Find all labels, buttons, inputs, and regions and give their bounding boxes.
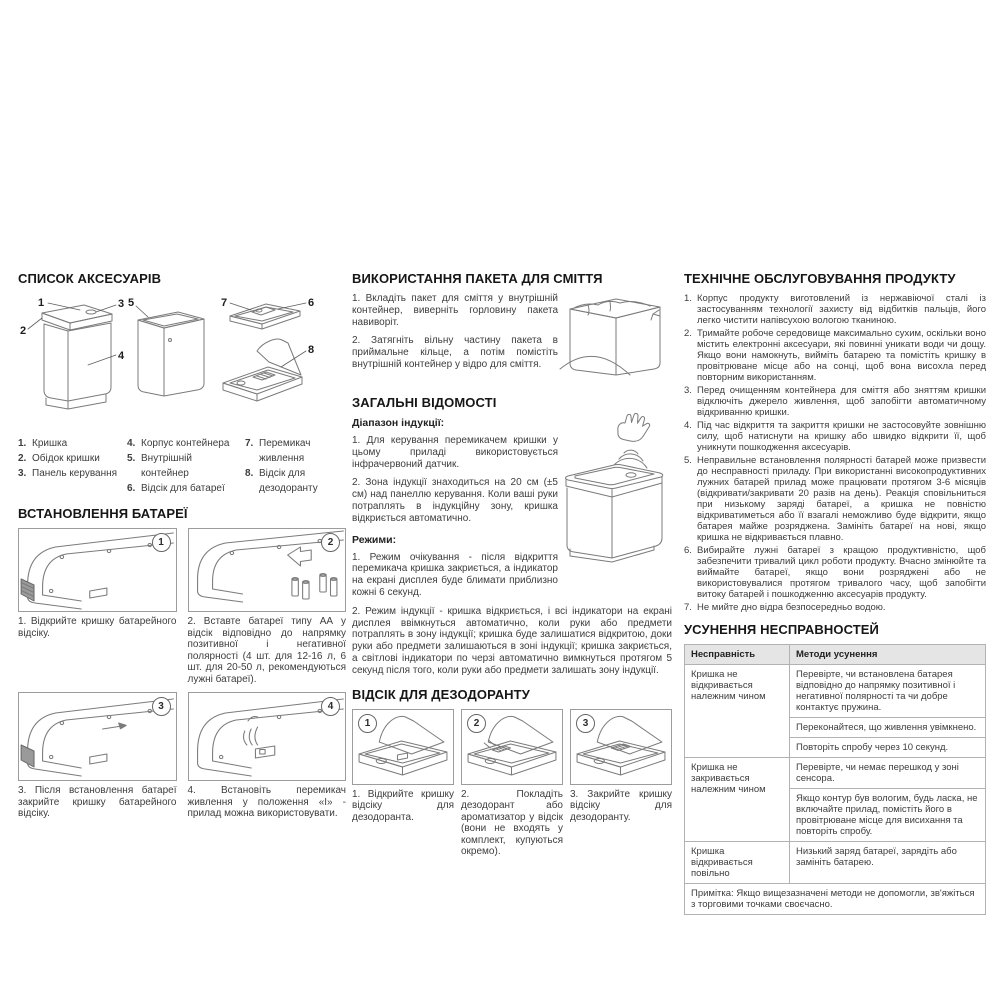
range-item: 2. Зона індукції знаходиться на 20 см (±5 см) над панеллю керування. Коли ваші руки потраплять в індукційну зону, кришка відкриється автоматично. (352, 477, 558, 524)
step-number: 2 (321, 533, 340, 552)
battery-title: ВСТАНОВЛЕННЯ БАТАРЕЇ (18, 506, 188, 521)
list-item: 5. Внутрішній контейнер (127, 453, 192, 479)
step-caption: 1. Відкрийте кришку батарейного відсіку. (18, 616, 177, 639)
method-cell: Повторіть спробу через 10 секунд. (790, 737, 985, 757)
deodorant-step-1 (352, 709, 454, 858)
middle-column (352, 271, 672, 858)
maintenance-list (684, 293, 986, 613)
step-number: 3 (152, 697, 171, 716)
list-item: 7. Перемикач живлення (245, 438, 311, 464)
list-item: 6. Вибирайте лужні батареї з кращою продуктивністю, щоб забезпечити тривалий цикл роботи продукту. Вчасно змінюйте та виймайте батареї, якщо вони розряджені або не використовувалися протягом тривалого часу, щоб запобігти витоку батарей і пошкодженню аксесуарів продукту. (684, 545, 986, 600)
range-subtitle: Діапазон індукції: (352, 417, 445, 429)
callout-8: 8 (308, 344, 315, 356)
power-switch (255, 746, 274, 758)
problem-cell: Кришка відкривається повільно (685, 842, 790, 883)
list-item: 4. Під час відкриття та закриття кришки не застосовуйте зовнішню силу, щоб натиснути на кришку або швидко відкрити її, щоб уникнути пошкодження аксесуарів. (684, 420, 986, 453)
hand-icon (618, 413, 650, 441)
method-cell: Перевірте, чи встановлена батарея відповідно до напрямку позитивної і негативної полярності та чи добре контактує пружина. (796, 669, 956, 713)
sensor-icon (626, 473, 636, 477)
inner-container-drawing (138, 312, 204, 396)
deodorant-part-drawing (223, 339, 302, 401)
table-note: Примітка: Якщо вищезазначені методи не допомогли, зв'яжіться з торговими точками своєчасно. (685, 883, 985, 914)
bag-step-text: 1. Вкладіть пакет для сміття у внутрішній контейнер, виверніть горловину пакета навиворіт. (352, 293, 558, 328)
table-row (685, 664, 985, 757)
method-cell: Низький заряд батареї, зарядіть або замініть батарею. (796, 846, 957, 868)
list-item: 1. Кришка (18, 438, 68, 449)
troubleshooting-table (684, 644, 986, 915)
right-column (684, 271, 986, 915)
list-item: 2. Обідок кришки (18, 453, 100, 464)
step-caption: 2. Покладіть дезодорант або ароматизатор у відсік (вони не входять у комплект, купуються окремо). (461, 788, 563, 858)
range-item: 1. Для керування перемикачем кришки у цьому приладі використовується інфрачервоний датчик. (352, 435, 558, 470)
modes-subtitle: Режими: (352, 533, 397, 546)
accessories-diagram (18, 293, 346, 427)
list-item: 7. Не мийте дно відра безпосередньо водою. (684, 602, 886, 613)
bag-title: ВИКОРИСТАННЯ ПАКЕТА ДЛЯ СМІТТЯ (352, 271, 603, 286)
deodorant-step-2 (461, 709, 563, 858)
callout-4: 4 (118, 350, 125, 362)
batteries (291, 574, 336, 599)
step-number: 1 (152, 533, 171, 552)
list-item: 3. Панель керування (18, 468, 118, 479)
method-cell: Переконайтеся, що живлення увімкнено. (790, 717, 985, 737)
hand-motion-lines (243, 717, 257, 746)
table-row (685, 841, 985, 883)
step-number: 4 (321, 697, 340, 716)
list-item: 3. Перед очищенням контейнера для сміття або зняттям кришки відключіть джерело живлення, щоб запобігти автоматичному відкриванню кришки. (684, 385, 986, 418)
sensor-bin-illustration (554, 411, 672, 563)
maintenance-title: ТЕХНІЧНЕ ОБСЛУГОВУВАННЯ ПРОДУКТУ (684, 271, 956, 286)
bag-knot (651, 310, 660, 320)
bag-illustration (558, 287, 672, 379)
battery-step-3 (18, 692, 177, 820)
battery-step-1 (18, 528, 177, 685)
step-caption: 1. Відкрийте кришку відсіку для дезодоранта. (352, 788, 454, 823)
callout-7: 7 (221, 297, 228, 309)
step-caption: 2. Вставте батареї типу АА у відсік відповідно до напрямку позитивної і негативної полярності (4 шт. для 12-16 л, 6 шт. для 20-50 л, рекомендуються лужні батареї). (187, 616, 346, 685)
step-caption: 3. Закрийте кришку відсіку для дезодоранту. (570, 788, 672, 823)
general-title: ЗАГАЛЬНІ ВІДОМОСТІ (352, 395, 497, 410)
battery-step-2 (188, 528, 347, 685)
list-item: 1. Корпус продукту виготовлений із нержавіючої сталі із застосуванням технології захисту від відбитків пальців, його легко чистити напівсухою вологою тканиною. (684, 293, 986, 326)
step-caption: 3. Після встановлення батареї закрийте кришку батарейного відсіку. (18, 785, 177, 819)
method-cell: Перевірте, чи немає перешкод у зоні сенсора. (796, 762, 959, 784)
callout-2: 2 (20, 325, 27, 337)
callout-5: 5 (128, 297, 135, 309)
power-part-drawing (230, 304, 300, 329)
list-item: 8. Відсік для дезодоранту (245, 468, 318, 494)
deodorant-title: ВІДСІК ДЛЯ ДЕЗОДОРАНТУ (352, 686, 530, 702)
step-number: 2 (467, 714, 486, 733)
problem-cell: Кришка не закривається належним чином (685, 758, 790, 841)
accessories-list (18, 436, 346, 496)
method-cell: Якщо контур був вологим, будь ласка, не включайте прилад, помістіть його в провітрюване місце для висихання та повторіть спробу. (790, 788, 985, 841)
bag-step-text: 2. Затягніть вільну частину пакета в приймальне кільце, а потім помістіть внутрішній контейнер у відро для сміття. (352, 335, 558, 370)
left-column (18, 271, 346, 820)
battery-steps (18, 528, 346, 820)
problem-cell: Кришка не відкривається належним чином (685, 665, 790, 757)
bin-drawing (42, 305, 112, 409)
column-header-problem: Несправність (685, 645, 790, 664)
mode-item: 2. Режим індукції - кришка відкриється, і всі індикатори на екрані дисплея ввімкнуться автоматично, коли руки або предмети потраплять в зону індукції; кришка буде залишатися відкритою, доки руки або предмети залишаються в зоні індукції; кришка закриється, а світлові індикатори по черзі автоматично вимкнуться протягом 5 секунд після того, коли руки або предмети залишать зону індукції. (352, 605, 672, 676)
bag-section (352, 293, 672, 385)
callout-1: 1 (38, 297, 45, 309)
step-number: 1 (358, 714, 377, 733)
accessories-title: СПИСОК АКСЕСУАРІВ (18, 271, 162, 286)
list-item: 2. Тримайте робоче середовище максимально сухим, оскільки воно містить електронні аксесуари, які повинні уникати води чи дощу. Якщо вони намокнуть, вийміть батарею та помістіть кришку в провітрюване місце або на сонці, щоб вона висохла перед повторним використанням. (684, 328, 986, 383)
list-item: 4. Корпус контейнера (127, 438, 230, 449)
table-row (685, 757, 985, 841)
troubleshooting-title: УСУНЕННЯ НЕСПРАВНОСТЕЙ (684, 622, 879, 637)
deodorant-step-3 (570, 709, 672, 858)
mode-item: 1. Режим очікування - після відкриття перемикача кришка закриється, а індикатор на екрані дисплея буде блимати приблизно кожні 6 секунд. (352, 551, 558, 598)
table-header-row (685, 645, 985, 664)
insert-arrow (287, 547, 311, 566)
list-item: 6. Відсік для батареї (127, 483, 225, 494)
step-number: 3 (576, 714, 595, 733)
step-caption: 4. Встановіть перемикач живлення у положення «I» - прилад можна використовувати. (187, 785, 346, 819)
callout-6: 6 (308, 297, 315, 309)
sensor-waves (614, 450, 647, 468)
general-section (352, 417, 672, 599)
list-item: 5. Неправильне встановлення полярності батарей може призвести до несправності приладу. При використанні високопродуктивних лужних батарей прилад може працювати протягом 3-6 місяців (відкривати/закривати 20 разів на день). Реакція сповільниться при низькому заряді батареї, а кришка не повністю відкриватиметься або її взагалі неможливо буде відкрити, якщо батарея майже розряджена. Замініть батареї на нові, якщо кришка не відкривається плавно. (684, 455, 986, 543)
battery-step-4 (188, 692, 347, 820)
column-header-methods: Методи усунення (796, 649, 878, 660)
deodorant-steps (352, 709, 672, 858)
callout-3: 3 (118, 298, 125, 310)
